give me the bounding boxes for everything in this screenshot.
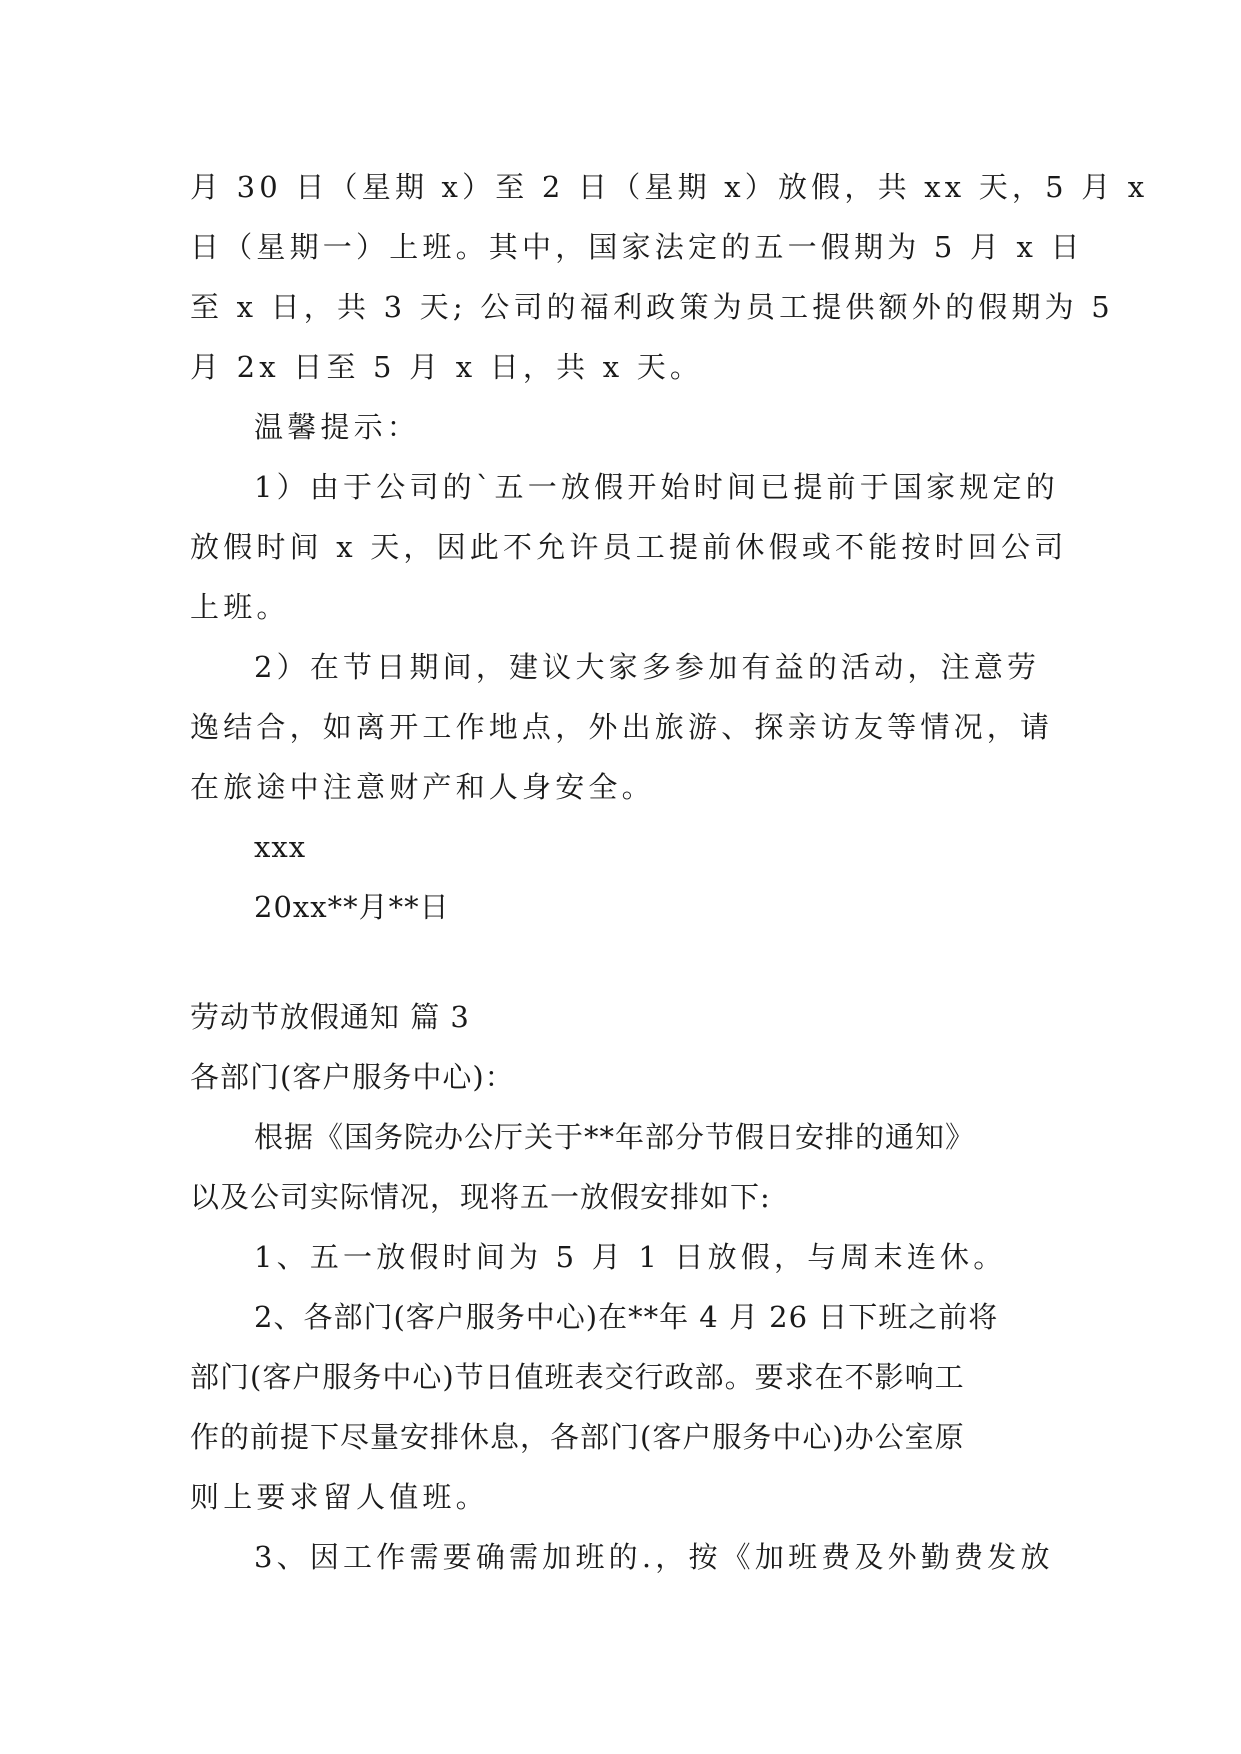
list-item-3: 3、因工作需要确需加班的.，按《加班费及外勤费发放	[254, 1540, 1054, 1574]
paragraph-line: 月 2x 日至 5 月 x 日，共 x 天。	[190, 350, 704, 384]
paragraph-line: 则上要求留人值班。	[190, 1480, 489, 1514]
paragraph-line: 在旅途中注意财产和人身安全。	[190, 770, 655, 804]
tips-heading: 温馨提示：	[254, 410, 421, 444]
salutation: 各部门(客户服务中心)：	[190, 1060, 515, 1094]
paragraph-line: 作的前提下尽量安排休息，各部门(客户服务中心)办公室原	[190, 1420, 965, 1454]
paragraph-line: 部门(客户服务中心)节日值班表交行政部。要求在不影响工	[190, 1360, 965, 1394]
tip-item-1: 1）由于公司的`五一放假开始时间已提前于国家规定的	[254, 470, 1059, 504]
section-title: 劳动节放假通知 篇 3	[190, 1000, 470, 1034]
paragraph-line: 逸结合，如离开工作地点，外出旅游、探亲访友等情况，请	[190, 710, 1054, 744]
paragraph-line: 日（星期一）上班。其中，国家法定的五一假期为 5 月 x 日	[190, 230, 1084, 264]
signature-date: 20xx**月**日	[254, 890, 450, 924]
paragraph-line: 至 x 日，共 3 天; 公司的福利政策为员工提供额外的假期为 5	[190, 290, 1114, 324]
paragraph-line: 上班。	[190, 590, 290, 624]
tip-item-2: 2）在节日期间，建议大家多参加有益的活动，注意劳	[254, 650, 1041, 684]
paragraph-line: 月 30 日（星期 x）至 2 日（星期 x）放假，共 xx 天，5 月 x	[190, 170, 1149, 204]
signature-name: xxx	[254, 830, 307, 864]
paragraph-line: 根据《国务院办公厅关于**年部分节假日安排的通知》	[254, 1120, 976, 1154]
list-item-1: 1、五一放假时间为 5 月 1 日放假，与周末连休。	[254, 1240, 1007, 1274]
paragraph-line: 放假时间 x 天，因此不允许员工提前休假或不能按时回公司	[190, 530, 1068, 564]
list-item-2: 2、各部门(客户服务中心)在**年 4 月 26 日下班之前将	[254, 1300, 999, 1334]
paragraph-line: 以及公司实际情况，现将五一放假安排如下:	[190, 1180, 771, 1214]
